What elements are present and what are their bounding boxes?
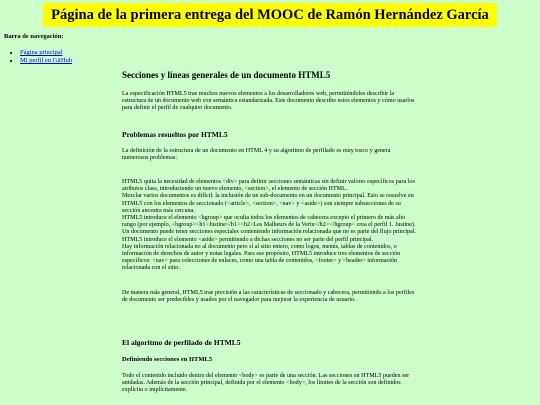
section-heading: Secciones y líneas generales de un documento HTML5 — [122, 70, 331, 80]
problems-list: HTML5 quita la necesidad de elementos <div> para definir secciones semánticas sin definir valores específicos para los atributos class, introduciendo un nuevo elemento, <section>, el elemento de sección HTML. Mezclar varios documentos es difícil: la inclusión de un sub-documento en un documento principal. Esto se resuelve en HTML5 con los elementos de seccionado (<article>, <section>, <nav> y <aside>) son siempre subsecciones de su sección ancestra más cercana. HTML5 introduce el elemento <hgroup> que oculta todos los elementos de cabecera excepto el primero de más alto rango (por ejemplo, <hgroup><h1>Justine</h1><h2>Les Malheurs de la Vertu</h2></hgroup> crea el perfil 1. Justine). Un documento puede tener secciones especiales conteniendo información relacionada que no es parte del flujo principal. HTML5 introduce el elemento <aside> permitiendo a dichas secciones no ser parte del perfil principal. Hay información relacionada no al documento pero sí al sitio entero, como logos, menús, tablas de contenidos, o información de derechos de autor y notas legales. Para ese propósito, HTML5 introduce tres elementos de sección específicos: <nav> para colecciones de enlaces, como una tabla de contenidos, <footer> y <header> información relacionada con el sitio. — [122, 179, 417, 272]
main-content — [122, 70, 418, 403]
problems-heading: Problemas resueltos por HTML5 — [122, 129, 228, 139]
nav-title: Barra de navegación: — [4, 33, 64, 40]
nav-link-github[interactable]: Mi perfil en GitHub — [20, 57, 73, 64]
defining-sections-heading: Definiendo secciones en HTML5 — [122, 356, 213, 364]
defining-sections-text: Todo el contenido incluido dentro del elemento <body> es parte de una sección. Las secciones en HTML5 pueden ser anidadas. Además de la sección principal, definida por el elemento <body>, los límites de la sección son definidos explícita o implícitamente. — [122, 373, 410, 394]
problems-intro: La definición de la estructura de un documento en HTML 4 y su algoritmo de perfilado es muy tosco y genera numerosos problemas: — [122, 147, 391, 161]
problems-summary: De manera más general, HTML5 trae precisión a las características de seccionado y cabecera, permitiendo a los perfiles de documento ser predecibles y usados por el navegador para mejorar la experiencia de usuario. — [122, 289, 415, 303]
spacer — [122, 121, 418, 130]
page-title: Página de la primera entrega del MOOC de Ramón Hernández García — [43, 3, 497, 27]
spacer — [122, 170, 418, 179]
navigation-bar — [4, 33, 124, 65]
nav-item-github — [20, 57, 124, 65]
intro-paragraph: La especificación HTML5 trae muchos nuevos elementos a los desarrolladores web, permitiéndoles describir la estructura de un documento web con semántica estandarizada. Este documento describe estos elementos y cómo usarlos para definir el perfil de cualquier documento. — [122, 91, 415, 112]
spacer — [122, 281, 418, 290]
nav-list — [4, 49, 124, 65]
algorithm-heading: El algoritmo de perfilado de HTML5 — [122, 338, 241, 348]
nav-item-home — [20, 49, 124, 57]
spacer — [122, 312, 418, 338]
nav-link-home[interactable]: Página principal — [20, 49, 63, 56]
site-header — [0, 0, 540, 30]
